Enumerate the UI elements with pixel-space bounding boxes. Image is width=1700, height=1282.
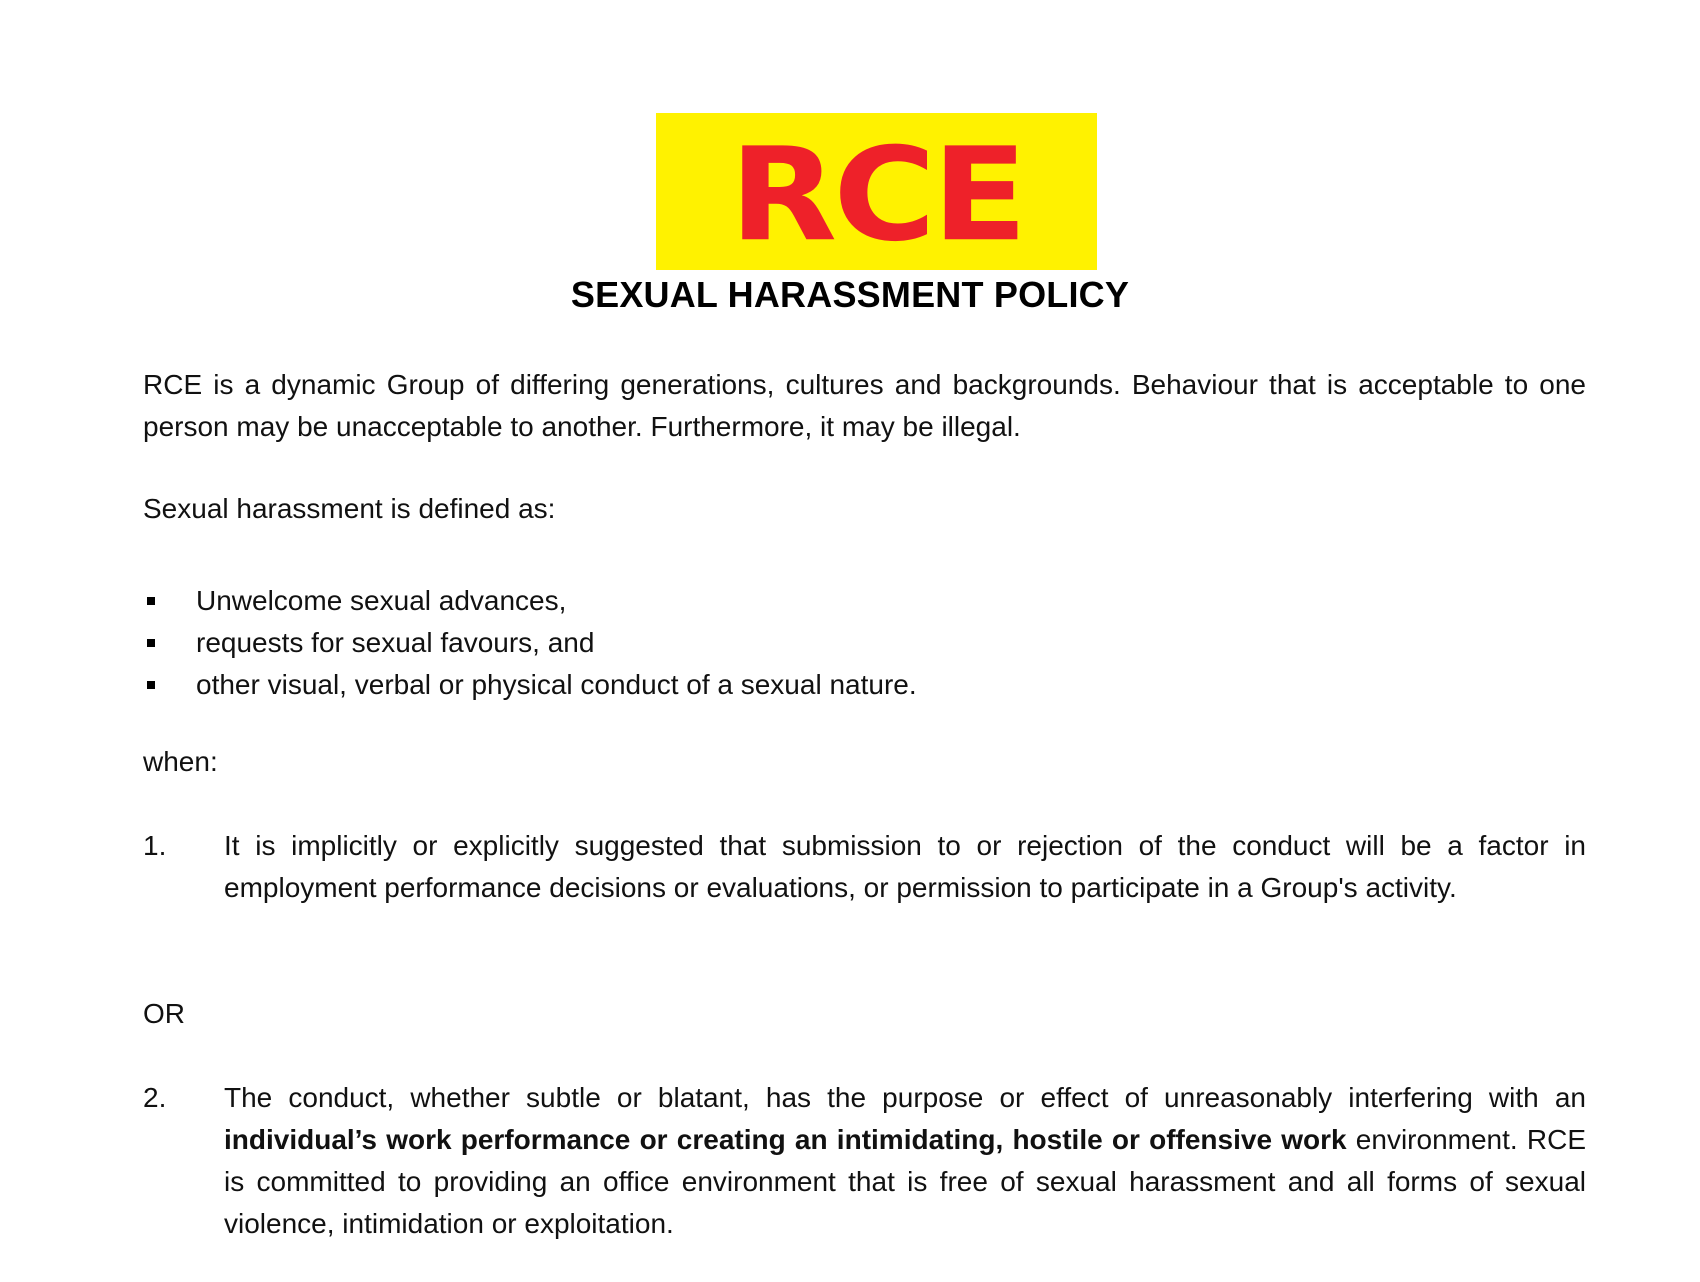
bullet-text: requests for sexual favours, and bbox=[196, 627, 595, 658]
page-title: SEXUAL HARASSMENT POLICY bbox=[570, 274, 1130, 315]
when-label: when: bbox=[143, 746, 218, 777]
condition-number: 2. bbox=[143, 1082, 167, 1113]
condition-text-part: environment. RCE is committed to providing an office environment that is free of sexual harassment and all forms of sexual violence, intimidation or exploitation. bbox=[224, 1124, 1586, 1239]
square-bullet-icon bbox=[147, 597, 155, 605]
condition-text-bold: individual’s work performance or creating an intimidating, hostile or offensive work bbox=[224, 1124, 1347, 1155]
square-bullet-icon bbox=[147, 681, 155, 689]
condition-text: It is implicitly or explicitly suggested that submission to or rejection of the conduct will be a factor in employment performance decisions or evaluations, or permission to participate in a Group's activity. bbox=[224, 830, 1586, 903]
rce-logo-text: RCE bbox=[729, 120, 1024, 271]
rce-logo bbox=[656, 113, 1097, 270]
square-bullet-icon bbox=[147, 639, 155, 647]
bullet-text: other visual, verbal or physical conduct of a sexual nature. bbox=[196, 669, 917, 700]
condition-text-part: The conduct, whether subtle or blatant, has the purpose or effect of unreasonably interfering with an bbox=[224, 1082, 1586, 1113]
definition-lead: Sexual harassment is defined as: bbox=[143, 493, 556, 524]
bullet-text: Unwelcome sexual advances, bbox=[196, 585, 567, 616]
intro-paragraph: RCE is a dynamic Group of differing generations, cultures and backgrounds. Behaviour that is acceptable to one person may be unacceptable to another. Furthermore, it may be illegal. bbox=[143, 369, 1586, 442]
condition-number: 1. bbox=[143, 830, 167, 861]
or-label: OR bbox=[143, 998, 185, 1029]
condition-text bbox=[224, 1077, 1586, 1245]
